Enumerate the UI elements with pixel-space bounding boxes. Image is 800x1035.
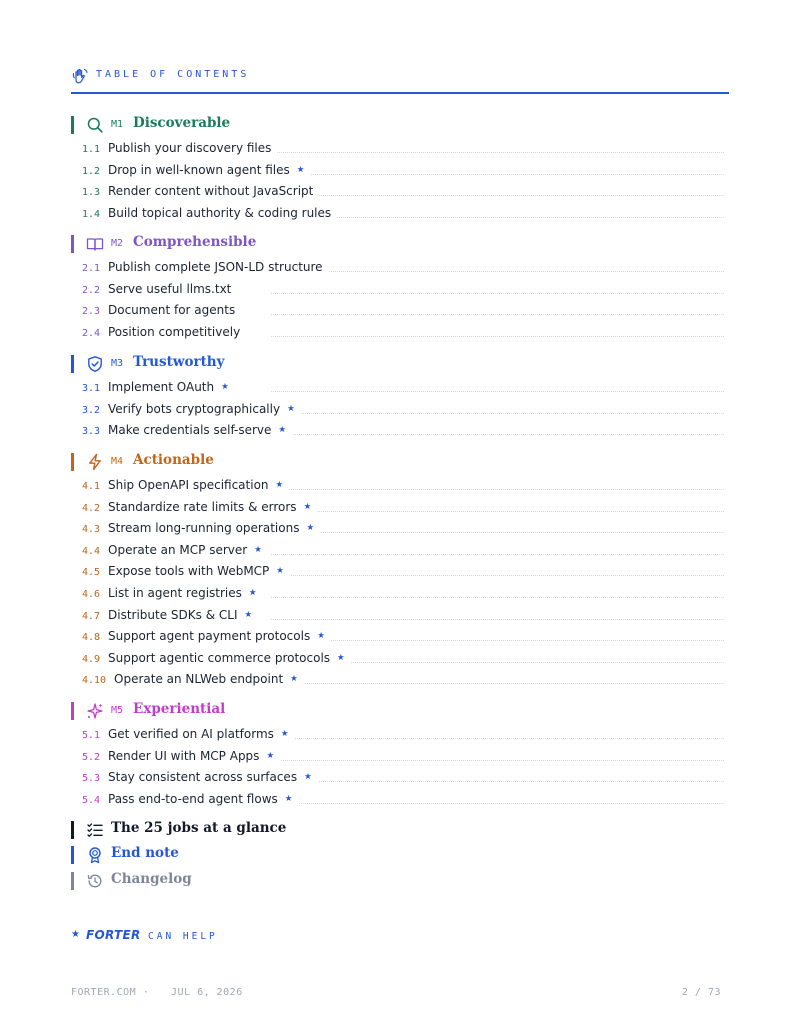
- item-title: Implement OAuth: [108, 380, 215, 394]
- accent-bar: [71, 821, 74, 839]
- dot-leader: [271, 554, 724, 555]
- item-title: Stream long-running operations: [108, 521, 300, 536]
- item-number: 1.2: [82, 165, 101, 177]
- forter-logo: FORTER: [86, 928, 141, 942]
- shield-check-icon: [86, 355, 104, 373]
- item-link[interactable]: [108, 478, 289, 492]
- toc-item[interactable]: [71, 280, 729, 302]
- toc-item[interactable]: [71, 627, 729, 649]
- checklist-icon: [86, 821, 104, 839]
- item-link[interactable]: [108, 206, 337, 220]
- toc-item[interactable]: [71, 541, 729, 563]
- toc-item[interactable]: [71, 606, 729, 628]
- toc-item[interactable]: [71, 182, 729, 204]
- module-experiential: [71, 701, 729, 811]
- toc-item[interactable]: [71, 725, 729, 747]
- toc-item[interactable]: [71, 670, 729, 692]
- toc-item[interactable]: [71, 204, 729, 226]
- item-number: 5.2: [82, 751, 101, 763]
- star-icon: ★: [266, 750, 275, 761]
- item-title: Ship OpenAPI specification: [108, 478, 269, 492]
- item-title: Position competitively: [108, 324, 241, 339]
- module-header[interactable]: [71, 234, 729, 254]
- star-icon: ★: [304, 772, 312, 783]
- dot-leader: [271, 434, 724, 435]
- item-number: 2.4: [82, 327, 101, 339]
- star-icon: ★: [248, 587, 257, 598]
- item-link[interactable]: [108, 141, 277, 155]
- item-number: 4.7: [82, 610, 101, 622]
- module-code: M2: [111, 238, 124, 249]
- toc-item[interactable]: [71, 476, 729, 498]
- dot-leader: [271, 532, 724, 533]
- dot-leader: [271, 575, 724, 576]
- item-number: 4.2: [82, 502, 101, 514]
- item-link[interactable]: [108, 586, 263, 600]
- module-discoverable: [71, 115, 729, 225]
- toc-item[interactable]: [71, 378, 729, 400]
- item-number: 2.2: [82, 284, 101, 296]
- item-title: Render UI with MCP Apps: [108, 748, 260, 763]
- item-link[interactable]: [108, 163, 310, 177]
- toc-heading: TABLE OF CONTENTS: [96, 69, 250, 80]
- item-link[interactable]: [108, 500, 317, 514]
- item-link[interactable]: [114, 672, 304, 686]
- item-title: Operate an NLWeb endpoint: [114, 672, 284, 687]
- section-title: The 25 jobs at a glance: [111, 820, 287, 836]
- item-title: Publish your discovery files: [108, 141, 272, 155]
- module-header[interactable]: [71, 354, 729, 374]
- item-number: 4.8: [82, 632, 101, 644]
- module-code: M5: [111, 705, 124, 716]
- item-link[interactable]: [108, 380, 235, 394]
- item-number: 4.5: [82, 567, 101, 579]
- item-link[interactable]: [108, 260, 329, 274]
- module-comprehensible: [71, 234, 729, 344]
- toc-item[interactable]: [71, 301, 729, 323]
- dot-leader: [271, 597, 724, 598]
- item-title: Make credentials self-serve: [108, 423, 272, 438]
- award-ribbon-icon: [86, 846, 104, 864]
- toc-item[interactable]: [71, 768, 729, 790]
- module-code: M4: [111, 456, 124, 467]
- item-number: 1.1: [82, 144, 101, 155]
- footer-date: JUL 6, 2026: [171, 987, 243, 998]
- toc-link-end-note[interactable]: [71, 845, 471, 865]
- module-header[interactable]: [71, 115, 729, 135]
- item-title: Document for agents: [108, 303, 236, 318]
- item-title: Drop in well-known agent files: [108, 162, 290, 177]
- star-icon: ★: [284, 793, 293, 804]
- dot-leader: [271, 803, 724, 804]
- item-link[interactable]: [108, 770, 318, 784]
- section-title: Changelog: [111, 871, 192, 887]
- waving-hand-icon: [71, 67, 89, 85]
- star-icon: ★: [290, 674, 298, 685]
- item-number: 4.9: [82, 653, 101, 665]
- item-title: Verify bots cryptographically: [108, 401, 281, 416]
- item-link[interactable]: [108, 629, 331, 643]
- item-number: 2.3: [82, 306, 101, 318]
- toc-item[interactable]: [71, 649, 729, 671]
- item-number: 3.1: [82, 383, 101, 394]
- item-link[interactable]: [108, 184, 319, 198]
- item-number: 4.3: [82, 524, 101, 536]
- item-link[interactable]: [108, 402, 301, 416]
- toc-item[interactable]: [71, 519, 729, 541]
- dot-leader: [271, 511, 724, 512]
- item-number: 5.4: [82, 794, 101, 806]
- dot-leader: [271, 195, 724, 196]
- module-accent-bar: [71, 702, 74, 720]
- item-link[interactable]: [108, 749, 280, 763]
- toc-item[interactable]: [71, 421, 729, 443]
- dot-leader: [271, 336, 724, 337]
- star-icon: ★: [244, 609, 253, 620]
- section-title: End note: [111, 845, 179, 861]
- star-icon: ★: [221, 382, 229, 392]
- item-number: 4.1: [82, 481, 101, 492]
- item-number: 2.1: [82, 263, 101, 274]
- lightning-icon: [86, 453, 104, 471]
- module-title[interactable]: Trustworthy: [133, 354, 225, 370]
- item-link[interactable]: [108, 423, 292, 437]
- item-link[interactable]: [108, 543, 268, 557]
- dot-leader: [271, 314, 724, 315]
- item-title: Standardize rate limits & errors: [108, 499, 297, 514]
- module-title[interactable]: Discoverable: [133, 115, 231, 131]
- item-number: 4.10: [82, 675, 107, 687]
- item-title: Stay consistent across surfaces: [108, 770, 298, 785]
- toc-item[interactable]: [71, 258, 729, 280]
- dot-leader: [271, 174, 724, 175]
- dot-leader: [271, 683, 724, 684]
- module-header[interactable]: [71, 701, 729, 721]
- star-icon: ★: [71, 929, 80, 940]
- toc-item[interactable]: [71, 139, 729, 161]
- star-icon: ★: [317, 631, 325, 642]
- item-link[interactable]: [108, 521, 320, 535]
- item-number: 1.4: [82, 208, 101, 220]
- toc-item[interactable]: [71, 747, 729, 769]
- module-header[interactable]: [71, 452, 729, 472]
- item-title: Expose tools with WebMCP: [108, 564, 270, 579]
- dot-leader: [271, 760, 724, 761]
- dot-leader: [271, 293, 724, 294]
- toc-item[interactable]: [71, 498, 729, 520]
- item-number: 3.2: [82, 404, 101, 416]
- star-icon: ★: [276, 566, 284, 577]
- item-title: Publish complete JSON-LD structure: [108, 260, 323, 274]
- item-link[interactable]: [108, 282, 237, 296]
- item-title: Distribute SDKs & CLI: [108, 607, 238, 622]
- toc-item[interactable]: [71, 562, 729, 584]
- toc-link-jobs-at-a-glance[interactable]: [71, 820, 471, 840]
- dot-leader: [271, 391, 724, 392]
- module-title[interactable]: Experiential: [133, 701, 226, 717]
- module-actionable: [71, 452, 729, 692]
- toc-item[interactable]: [71, 790, 729, 812]
- star-icon: ★: [296, 164, 305, 175]
- item-number: 4.4: [82, 545, 101, 557]
- item-title: Support agentic commerce protocols: [108, 650, 331, 665]
- module-trustworthy: [71, 354, 729, 443]
- star-icon: ★: [254, 544, 262, 555]
- module-title[interactable]: Actionable: [133, 452, 214, 468]
- star-icon: ★: [303, 501, 312, 512]
- dot-leader: [271, 619, 724, 620]
- star-icon: ★: [337, 652, 345, 663]
- item-title: Render content without JavaScript: [108, 184, 314, 199]
- can-help-label: CAN HELP: [148, 931, 218, 942]
- item-link[interactable]: [108, 303, 241, 317]
- toc-item[interactable]: [71, 584, 729, 606]
- item-link[interactable]: [108, 727, 295, 741]
- forter-can-help-link[interactable]: [71, 928, 371, 944]
- item-link[interactable]: [108, 792, 298, 806]
- item-title: List in agent registries: [108, 585, 242, 600]
- item-number: 5.1: [82, 730, 101, 741]
- star-icon: ★: [278, 425, 287, 436]
- dot-leader: [271, 781, 724, 782]
- module-accent-bar: [71, 116, 74, 134]
- item-number: 3.3: [82, 426, 101, 438]
- search-icon: [86, 116, 104, 134]
- item-title: Support agent payment protocols: [108, 629, 311, 644]
- item-title: Pass end-to-end agent flows: [108, 791, 278, 806]
- dot-leader: [271, 489, 724, 490]
- item-title: Build topical authority & coding rules: [108, 205, 332, 220]
- sparkle-icon: [86, 702, 104, 720]
- dot-leader: [271, 413, 724, 414]
- item-number: 5.3: [82, 773, 101, 785]
- dot-leader: [271, 738, 724, 739]
- open-book-icon: [86, 235, 104, 253]
- accent-bar: [71, 872, 74, 890]
- accent-bar: [71, 846, 74, 864]
- footer-site[interactable]: FORTER.COM ·: [71, 987, 150, 998]
- dot-leader: [271, 271, 724, 272]
- toc-item[interactable]: [71, 161, 729, 183]
- item-link[interactable]: [108, 564, 290, 578]
- module-code: M1: [111, 119, 124, 130]
- toc-link-changelog[interactable]: [71, 871, 471, 891]
- item-link[interactable]: [108, 325, 246, 339]
- dot-leader: [271, 640, 724, 641]
- star-icon: ★: [306, 523, 315, 534]
- item-link[interactable]: [108, 608, 258, 622]
- item-title: Operate an MCP server: [108, 542, 248, 557]
- item-title: Serve useful llms.txt: [108, 281, 232, 296]
- module-code: M3: [111, 358, 124, 369]
- toc-item[interactable]: [71, 400, 729, 422]
- toc-header: [71, 66, 729, 94]
- module-title[interactable]: Comprehensible: [133, 234, 257, 250]
- module-accent-bar: [71, 235, 74, 253]
- toc-item[interactable]: [71, 323, 729, 345]
- dot-leader: [271, 152, 724, 153]
- item-number: 4.6: [82, 588, 101, 600]
- star-icon: ★: [275, 480, 284, 490]
- dot-leader: [271, 217, 724, 218]
- star-icon: ★: [280, 729, 289, 739]
- item-number: 1.3: [82, 187, 101, 199]
- star-icon: ★: [287, 403, 295, 414]
- item-title: Get verified on AI platforms: [108, 727, 274, 741]
- history-icon: [86, 872, 104, 890]
- page-number: 2 / 73: [681, 987, 721, 998]
- module-accent-bar: [71, 355, 74, 373]
- item-link[interactable]: [108, 651, 351, 665]
- module-accent-bar: [71, 453, 74, 471]
